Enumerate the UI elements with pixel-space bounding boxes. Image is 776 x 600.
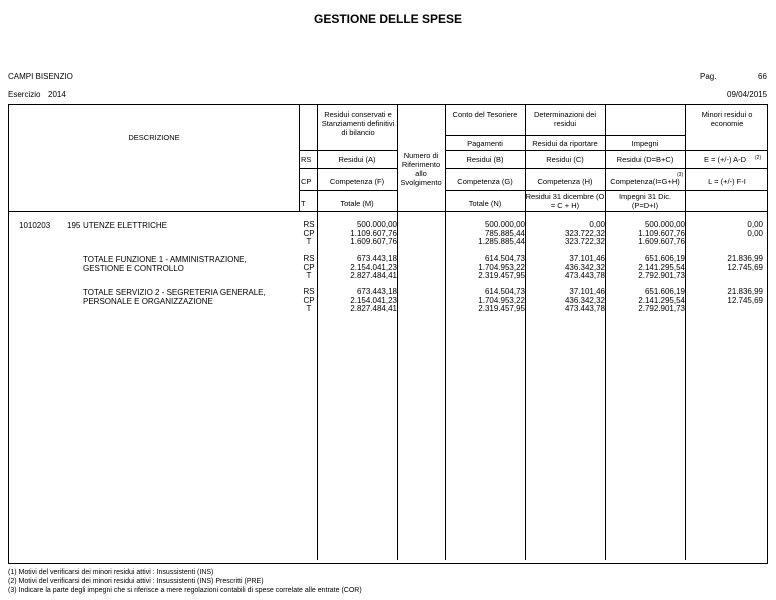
col-b: 614.504,73 1.704.953,22 2.319.457,95 bbox=[478, 287, 525, 313]
entity-name: CAMPI BISENZIO bbox=[8, 72, 73, 81]
col-b: 500.000,00 785.885,44 1.285.885,44 bbox=[478, 220, 525, 246]
header-residui-riportare: Residui da riportare bbox=[532, 139, 598, 148]
header-competenza-g: Competenza (G) bbox=[457, 177, 513, 186]
col-e: 0,00 0,00 bbox=[747, 220, 763, 238]
header-totale-m: Totale (M) bbox=[340, 199, 374, 208]
divider bbox=[445, 190, 768, 191]
col-d: 500.000,00 1.109.607,76 1.609.607,76 bbox=[638, 220, 685, 246]
footnote-1: (1) Motivi del verificarsi dei minori residui attivi : Insussistenti (INS) bbox=[8, 569, 214, 576]
report-date: 09/04/2015 bbox=[727, 90, 768, 99]
row-types: RS CP T bbox=[303, 220, 315, 246]
header-determinazioni-residui: Determinazioni dei residui bbox=[533, 110, 597, 128]
col-a: 500.000,00 1.109.607,76 1.609.607,76 bbox=[350, 220, 397, 246]
header-competenza-f: Competenza (F) bbox=[329, 177, 385, 186]
row-description: TOTALE SERVIZIO 2 - SEGRETERIA GENERALE, PERSONALE E ORGANIZZAZIONE bbox=[83, 288, 266, 306]
header-residui-b: Residui (B) bbox=[466, 155, 504, 164]
page-number: 66 bbox=[758, 72, 767, 81]
header-descrizione: DESCRIZIONE bbox=[128, 133, 180, 142]
divider bbox=[317, 105, 318, 560]
header-pagamenti: Pagamenti bbox=[467, 139, 503, 148]
header-residui-conservati: Residui conservati e Stanziamenti definitivi di bilancio bbox=[321, 110, 395, 137]
col-b: 614.504,73 1.704.953,22 2.319.457,95 bbox=[478, 254, 525, 280]
fiscal-year: 2014 bbox=[48, 90, 66, 99]
fiscal-year-label: Esercizio bbox=[8, 90, 41, 99]
header-impegni: Impegni bbox=[631, 139, 659, 148]
footnote-2: (2) Motivi del verificarsi dei minori residui attivi : Insussistenti (INS) Prescritti (PRE) bbox=[8, 578, 264, 585]
header-totale-n: Totale (N) bbox=[468, 199, 502, 208]
page-title: GESTIONE DELLE SPESE bbox=[313, 12, 463, 26]
divider bbox=[605, 105, 606, 560]
header-competenza-i: Competenza(I=G+H) bbox=[610, 177, 680, 186]
divider bbox=[299, 168, 397, 169]
header-numero-riferimento: Numero di Riferimento allo Svolgimento bbox=[400, 151, 442, 187]
row-description: TOTALE FUNZIONE 1 - AMMINISTRAZIONE, GESTIONE E CONTROLLO bbox=[83, 255, 247, 273]
divider bbox=[445, 105, 446, 560]
col-a: 673.443,18 2.154.041,23 2.827.484,41 bbox=[350, 287, 397, 313]
header-residui-a: Residui (A) bbox=[338, 155, 376, 164]
header-e-formula: E = (+/-) A-D bbox=[703, 155, 747, 164]
divider bbox=[445, 168, 768, 169]
col-d: 651.606,19 2.141.295,54 2.792.901,73 bbox=[638, 287, 685, 313]
header-residui-c: Residui (C) bbox=[546, 155, 584, 164]
header-residui-d: Residui (D=B+C) bbox=[616, 155, 674, 164]
divider bbox=[445, 135, 685, 136]
divider bbox=[9, 211, 768, 212]
divider bbox=[299, 150, 397, 151]
footnote-ref-3: (3) bbox=[677, 172, 684, 178]
header-residui-31: Residui 31 dicembre (O = C + H) bbox=[525, 192, 605, 210]
divider bbox=[685, 105, 686, 560]
header-rs: RS bbox=[301, 155, 312, 164]
footnote-3: (3) Indicare la parte degli impegni che si riferisce a mere regolazioni contabili di spese correlate alle entrate (COR) bbox=[8, 587, 362, 594]
row-types: RS CP T bbox=[303, 287, 315, 313]
header-competenza-h: Competenza (H) bbox=[537, 177, 593, 186]
row-types: RS CP T bbox=[303, 254, 315, 280]
row-description: UTENZE ELETTRICHE bbox=[83, 221, 168, 230]
footnote-ref-2: (2) bbox=[755, 155, 762, 161]
divider bbox=[525, 105, 526, 560]
divider bbox=[299, 190, 397, 191]
col-c: 37.101,46 436.342,32 473.443,78 bbox=[564, 287, 605, 313]
header-l-formula: L = (+/-) F-I bbox=[708, 177, 746, 186]
row-code: 1010203 bbox=[19, 221, 51, 230]
col-c: 0,00 323.722,32 323.722,32 bbox=[564, 220, 605, 246]
header-cp: CP bbox=[301, 177, 312, 186]
divider bbox=[445, 150, 768, 151]
row-number: 195 bbox=[67, 221, 81, 230]
col-a: 673.443,18 2.154.041,23 2.827.484,41 bbox=[350, 254, 397, 280]
col-c: 37.101,46 436.342,32 473.443,78 bbox=[564, 254, 605, 280]
col-e: 21.836,99 12.745,69 bbox=[727, 254, 763, 272]
header-conto-tesoriere: Conto del Tesoriere bbox=[452, 110, 518, 119]
header-t: T bbox=[301, 199, 306, 208]
header-minori-residui: Minori residui o economie bbox=[701, 110, 753, 128]
page-label: Pag. bbox=[700, 72, 717, 81]
col-e: 21.836,99 12.745,69 bbox=[727, 287, 763, 305]
header-impegni-31: Impegni 31 Dic. (P=D+I) bbox=[618, 192, 672, 210]
col-d: 651.606,19 2.141.295,54 2.792.901,73 bbox=[638, 254, 685, 280]
report-table bbox=[8, 104, 768, 564]
